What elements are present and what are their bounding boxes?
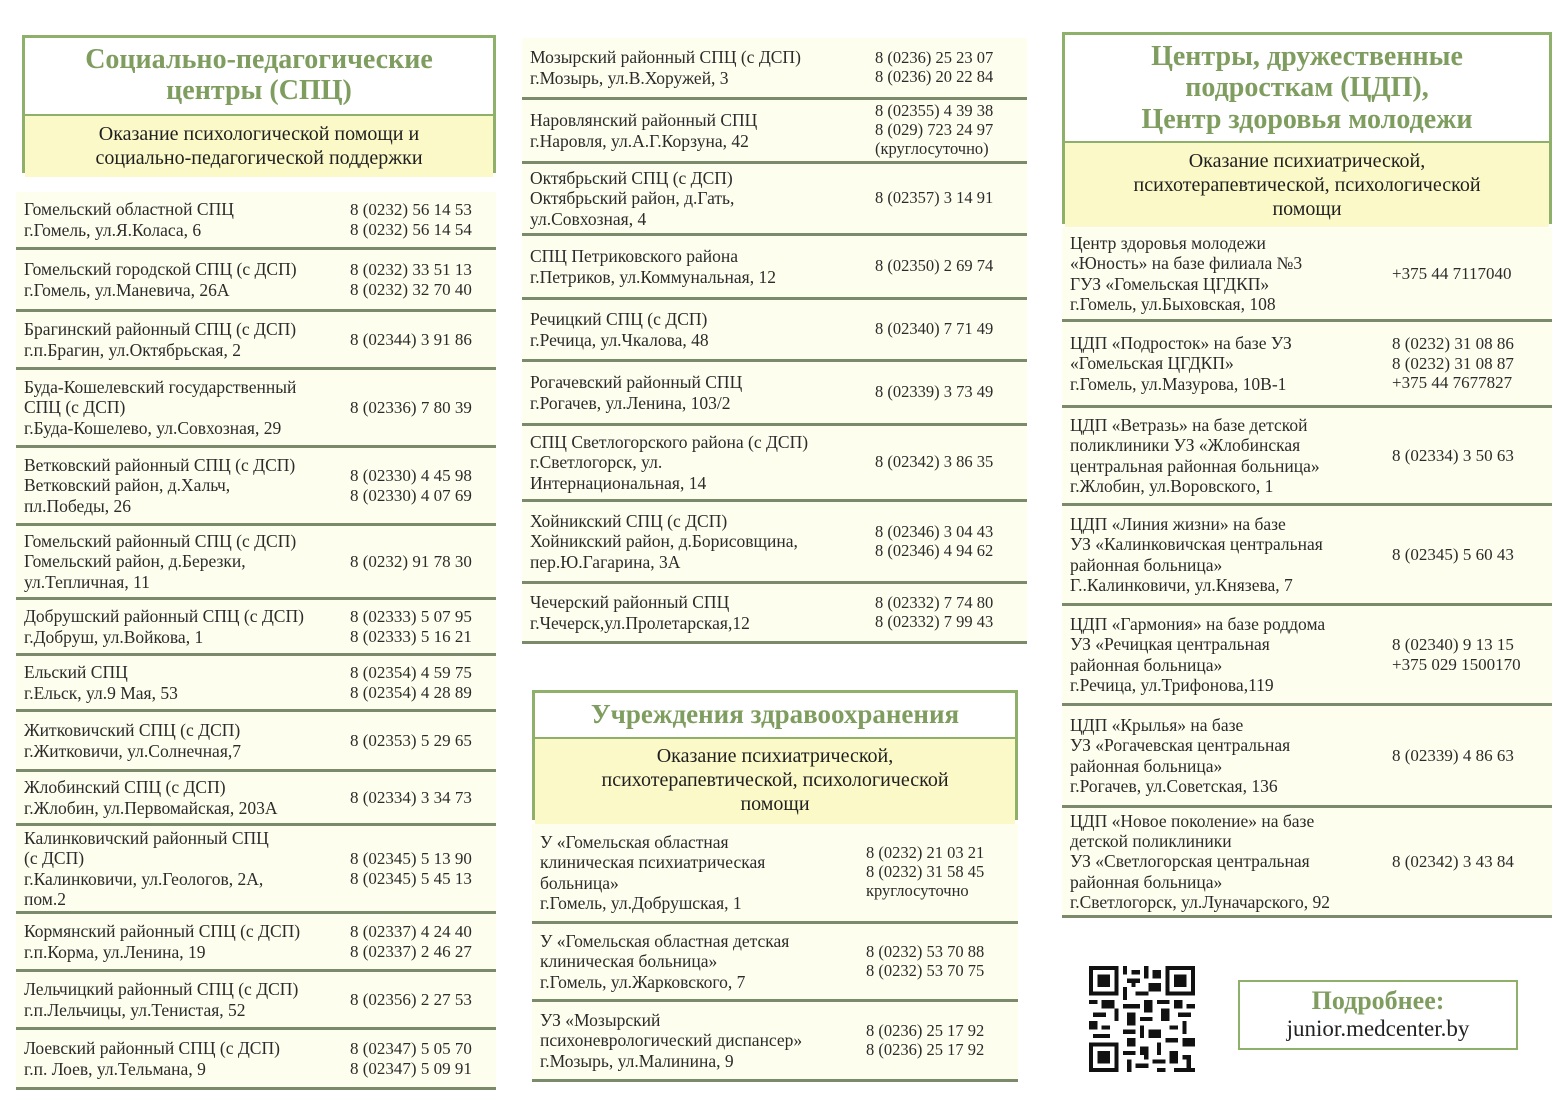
organization-address: Кормянский районный СПЦ (с ДСП) г.п.Корма, ул.Ленина, 19 xyxy=(24,921,301,962)
health-header-box xyxy=(532,690,1018,820)
phone-numbers: 8 (02339) 4 86 63 xyxy=(1392,745,1514,765)
organization-address: Гомельский городской СПЦ (с ДСП) г.Гомель, ул.Маневича, 26А xyxy=(24,259,297,300)
list-item xyxy=(16,600,496,656)
spc-header-box xyxy=(22,35,496,173)
list-item xyxy=(532,1002,1018,1082)
list-item xyxy=(16,656,496,712)
spc-subtitle: Оказание психологической помощи и социально-педагогической поддержки xyxy=(25,114,493,177)
organization-address: У «Гомельская областная клиническая психиатрическая больница» г.Гомель, ул.Добрушская, 1 xyxy=(540,832,766,913)
phone-numbers: 8 (0232) 21 03 21 8 (0232) 31 58 45 круглосуточно xyxy=(866,843,985,900)
list-item xyxy=(16,250,496,312)
phone-numbers: 8 (02337) 4 24 40 8 (02337) 2 46 27 xyxy=(350,921,472,961)
phone-numbers: 8 (02356) 2 27 53 xyxy=(350,989,472,1009)
list-item xyxy=(1062,408,1552,506)
list-item xyxy=(1062,506,1552,606)
list-item xyxy=(522,164,1027,236)
organization-address: Брагинский районный СПЦ (с ДСП) г.п.Брагин, ул.Октябрьская, 2 xyxy=(24,319,297,360)
phone-numbers: 8 (02355) 4 39 38 8 (029) 723 24 97 (круглосуточно) xyxy=(875,101,994,158)
organization-address: Ветковский районный СПЦ (с ДСП) Ветковский район, д.Хальч, пл.Победы, 26 xyxy=(24,455,296,516)
phone-numbers: 8 (02339) 3 73 49 xyxy=(875,382,994,402)
phone-numbers: 8 (02333) 5 07 95 8 (02333) 5 16 21 xyxy=(350,606,472,646)
phone-numbers: 8 (02336) 7 80 39 xyxy=(350,397,472,417)
cdp-header-box xyxy=(1062,32,1552,224)
phone-numbers: 8 (02342) 3 86 35 xyxy=(875,452,994,472)
website-link[interactable]: junior.medcenter.by xyxy=(1286,1015,1470,1041)
phone-numbers: 8 (02345) 5 13 90 8 (02345) 5 45 13 xyxy=(350,848,472,888)
cdp-subtitle: Оказание психиатрической, психотерапевтической, психологической помощи xyxy=(1065,141,1549,227)
list-item xyxy=(16,772,496,826)
organization-address: Мозырский районный СПЦ (с ДСП) г.Мозырь, ул.В.Хоружей, 3 xyxy=(530,47,801,88)
list-item xyxy=(16,448,496,526)
phone-numbers: 8 (0236) 25 17 92 8 (0236) 25 17 92 xyxy=(866,1020,985,1059)
organization-address: ЦДП «Крылья» на базе УЗ «Рогачевская центральная районная больница» г.Рогачев, ул.Советская, 136 xyxy=(1070,715,1291,796)
list-item xyxy=(16,914,496,972)
cdp-list xyxy=(1062,228,1552,918)
column-spc xyxy=(16,0,496,1103)
organization-address: ЦДП «Новое поколение» на базе детской поликлиники УЗ «Светлогорская центральная районная больница» г.Светлогорск, ул.Луначарского, 92 xyxy=(1070,811,1331,912)
phone-numbers: 8 (02332) 7 74 80 8 (02332) 7 99 43 xyxy=(875,592,994,631)
spc-title: Социально-педагогические центры (СПЦ) xyxy=(85,44,433,107)
more-label: Подробнее: xyxy=(1311,986,1445,1015)
health-list xyxy=(532,824,1018,1082)
phone-numbers: 8 (02342) 3 43 84 xyxy=(1392,851,1514,871)
organization-address: Житковичский СПЦ (с ДСП) г.Житковичи, ул.Солнечная,7 xyxy=(24,720,241,761)
phone-numbers: 8 (02354) 4 59 75 8 (02354) 4 28 89 xyxy=(350,662,472,702)
phone-numbers: 8 (02344) 3 91 86 xyxy=(350,329,472,349)
spc-list xyxy=(16,192,496,1090)
organization-address: Добрушский районный СПЦ (с ДСП) г.Добруш, ул.Войкова, 1 xyxy=(24,606,304,647)
list-item xyxy=(522,426,1027,502)
health-subtitle: Оказание психиатрической, психотерапевтической, психологической помощи xyxy=(535,737,1015,824)
organization-address: Речицкий СПЦ (с ДСП) г.Речица, ул.Чкалова, 48 xyxy=(530,309,709,350)
list-item xyxy=(522,362,1027,426)
list-item xyxy=(16,192,496,250)
phone-numbers: 8 (0232) 31 08 86 8 (0232) 31 08 87 +375 44 7677827 xyxy=(1392,334,1514,393)
list-item xyxy=(16,972,496,1030)
organization-address: УЗ «Мозырский психоневрологический диспансер» г.Мозырь, ул.Малинина, 9 xyxy=(540,1010,803,1071)
phone-numbers: 8 (02334) 3 34 73 xyxy=(350,787,472,807)
organization-address: ЦДП «Подросток» на базе УЗ «Гомельская ЦГДКП» г.Гомель, ул.Мазурова, 10В-1 xyxy=(1070,333,1292,394)
organization-address: Центр здоровья молодежи «Юность» на базе филиала №3 ГУЗ «Гомельская ЦГДКП» г.Гомель, ул.Быховская, 108 xyxy=(1070,233,1303,314)
phone-numbers: 8 (0236) 25 23 07 8 (0236) 20 22 84 xyxy=(875,47,994,86)
organization-address: Гомельский районный СПЦ (с ДСП) Гомельский район, д.Березки, ул.Тепличная, 11 xyxy=(24,531,297,592)
column-spc-continued xyxy=(522,0,1027,1103)
cdp-title: Центры, дружественные подросткам (ЦДП), Центр здоровья молодежи xyxy=(1141,41,1473,135)
list-item xyxy=(1062,322,1552,408)
list-item xyxy=(16,826,496,914)
phone-numbers: 8 (0232) 53 70 88 8 (0232) 53 70 75 xyxy=(866,941,985,980)
list-item xyxy=(16,526,496,600)
organization-address: ЦДП «Ветразь» на базе детской поликлиники УЗ «Жлобинская центральная районная больница» г.Жлобин, ул.Воровского, 1 xyxy=(1070,415,1320,496)
list-item xyxy=(16,712,496,772)
organization-address: У «Гомельская областная детская клиническая больница» г.Гомель, ул.Жарковского, 7 xyxy=(540,931,790,992)
list-item xyxy=(532,924,1018,1002)
list-item xyxy=(522,300,1027,362)
organization-address: Наровлянский районный СПЦ г.Наровля, ул.А.Г.Корзуна, 42 xyxy=(530,110,758,151)
organization-address: СПЦ Петриковского района г.Петриков, ул.Коммунальная, 12 xyxy=(530,246,776,287)
list-item xyxy=(532,824,1018,924)
phone-numbers: 8 (02334) 3 50 63 xyxy=(1392,445,1514,465)
organization-address: Чечерский районный СПЦ г.Чечерск,ул.Пролетарская,12 xyxy=(530,592,750,633)
organization-address: Жлобинский СПЦ (с ДСП) г.Жлобин, ул.Первомайская, 203А xyxy=(24,777,278,818)
phone-numbers: 8 (02346) 3 04 43 8 (02346) 4 94 62 xyxy=(875,521,994,560)
phone-numbers: 8 (02345) 5 60 43 xyxy=(1392,544,1514,564)
organization-address: Лоевский районный СПЦ (с ДСП) г.п. Лоев, ул.Тельмана, 9 xyxy=(24,1038,280,1079)
organization-address: Хойникский СПЦ (с ДСП) Хойникский район, д.Борисовщина, пер.Ю.Гагарина, 3А xyxy=(530,511,798,572)
list-item xyxy=(522,584,1027,644)
organization-address: Гомельский областной СПЦ г.Гомель, ул.Я.Коласа, 6 xyxy=(24,199,234,240)
phone-numbers: 8 (02353) 5 29 65 xyxy=(350,730,472,750)
spc-list-continued xyxy=(522,38,1027,644)
phone-numbers: 8 (0232) 91 78 30 xyxy=(350,551,472,571)
list-item xyxy=(1062,808,1552,918)
phone-numbers: 8 (02340) 7 71 49 xyxy=(875,319,994,339)
list-item xyxy=(1062,706,1552,808)
phone-numbers: 8 (02347) 5 05 70 8 (02347) 5 09 91 xyxy=(350,1038,472,1078)
organization-address: Рогачевский районный СПЦ г.Рогачев, ул.Ленина, 103/2 xyxy=(530,372,743,413)
phone-numbers: +375 44 7117040 xyxy=(1392,263,1512,283)
list-item xyxy=(16,312,496,370)
organization-address: Ельский СПЦ г.Ельск, ул.9 Мая, 53 xyxy=(24,662,178,703)
phone-numbers: 8 (02357) 3 14 91 xyxy=(875,188,994,208)
phone-numbers: 8 (02350) 2 69 74 xyxy=(875,256,994,276)
organization-address: Лельчицкий районный СПЦ (с ДСП) г.п.Лельчицы, ул.Тенистая, 52 xyxy=(24,979,299,1020)
more-info-box xyxy=(1238,980,1518,1050)
column-cdp xyxy=(1062,0,1552,1103)
organization-address: Октябрьский СПЦ (с ДСП) Октябрьский район, д.Гать, ул.Совхозная, 4 xyxy=(530,168,735,229)
qr-code-icon xyxy=(1089,966,1195,1072)
organization-address: ЦДП «Линия жизни» на базе УЗ «Калинковичская центральная районная больница» Г..Калинковичи, ул.Князева, 7 xyxy=(1070,514,1323,595)
health-title: Учреждения здравоохранения xyxy=(590,699,960,729)
organization-address: СПЦ Светлогорского района (с ДСП) г.Светлогорск, ул. Интернациональная, 14 xyxy=(530,432,809,493)
list-item xyxy=(1062,228,1552,322)
phone-numbers: 8 (0232) 33 51 13 8 (0232) 32 70 40 xyxy=(350,259,472,299)
list-item xyxy=(1062,606,1552,706)
list-item xyxy=(522,502,1027,584)
phone-numbers: 8 (02330) 4 45 98 8 (02330) 4 07 69 xyxy=(350,465,472,505)
list-item xyxy=(16,1030,496,1090)
organization-address: ЦДП «Гармония» на базе роддома УЗ «Речицкая центральная районная больница» г.Речица, ул.Трифонова,119 xyxy=(1070,614,1326,695)
list-item xyxy=(16,370,496,448)
organization-address: Буда-Кошелевский государственный СПЦ (с ДСП) г.Буда-Кошелево, ул.Совхозная, 29 xyxy=(24,377,297,438)
list-item xyxy=(522,236,1027,300)
list-item xyxy=(522,100,1027,164)
phone-numbers: 8 (02340) 9 13 15 +375 029 1500170 xyxy=(1392,634,1521,674)
phone-numbers: 8 (0232) 56 14 53 8 (0232) 56 14 54 xyxy=(350,199,472,239)
organization-address: Калинковичский районный СПЦ (с ДСП) г.Калинковичи, ул.Геологов, 2А, пом.2 xyxy=(24,828,269,909)
list-item xyxy=(522,38,1027,100)
